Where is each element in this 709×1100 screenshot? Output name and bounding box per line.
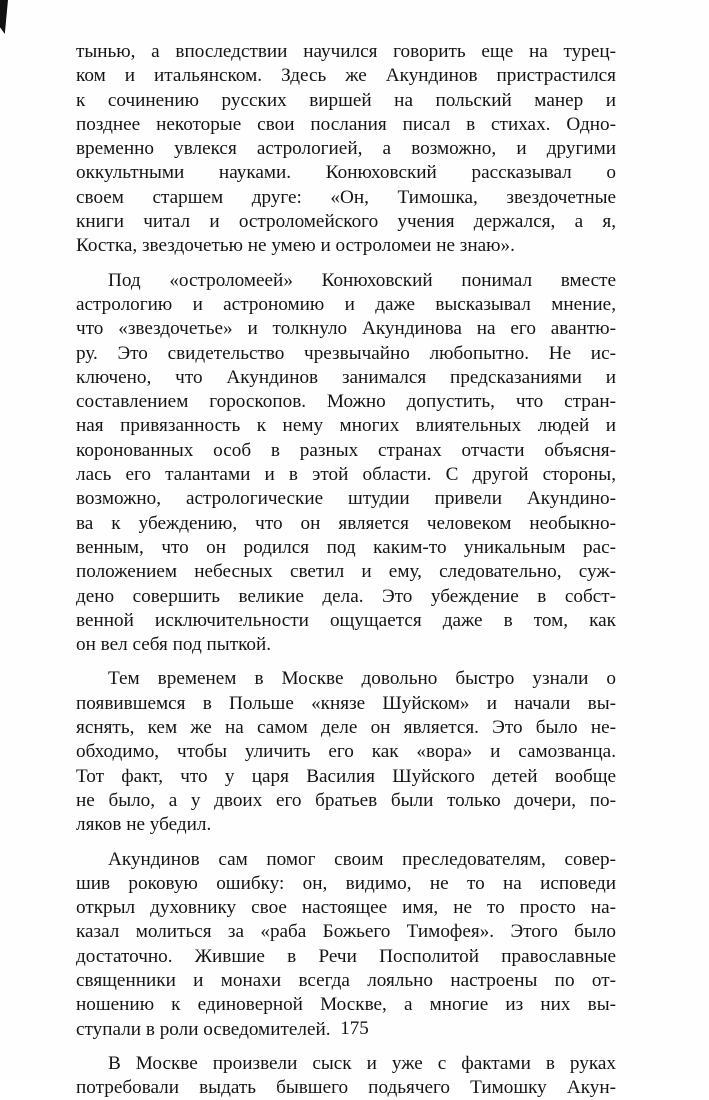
text-line: книги читал и остроломейского учения держался, а я, bbox=[76, 211, 616, 233]
text-line: что «звездочетье» и толкнуло Акундинова на его авантю- bbox=[76, 318, 616, 340]
text-line: казал молиться за «раба Божьего Тимофея». Этого было bbox=[76, 921, 616, 943]
text-line: составлением гороскопов. Можно допустить, что стран- bbox=[76, 391, 616, 413]
text-line: дено совершить великие дела. Это убеждение в собст- bbox=[76, 585, 616, 607]
text-line: ляков не убедил. bbox=[76, 814, 212, 836]
text-line: Костка, звездочетью не умею и остроломеи не знаю». bbox=[76, 235, 515, 257]
text-line: положением небесных светил и ему, следовательно, суж- bbox=[76, 561, 616, 583]
text-line: ключено, что Акундинов занимался предсказаниями и bbox=[76, 366, 616, 388]
text-line: ком и итальянском. Здесь же Акундинов пристрастился bbox=[76, 65, 616, 87]
text-line: возможно, астрологические штудии привели Акундино- bbox=[76, 488, 616, 510]
text-line: коронованных особ в разных странах отчасти объясня- bbox=[76, 439, 616, 461]
text-line: ная привязанность к нему многих влиятельных людей и bbox=[76, 415, 616, 437]
paragraph bbox=[76, 40, 616, 259]
paragraph bbox=[76, 848, 616, 1042]
text-line: Тем временем в Москве довольно быстро узнали о bbox=[108, 668, 616, 690]
text-line: к сочинению русских виршей на польский манер и bbox=[76, 89, 616, 111]
text-line: потребовали выдать бывшего подьячего Тимошку Акун- bbox=[76, 1077, 616, 1099]
scan-edge-mark bbox=[0, 0, 8, 34]
text-line: временно увлекся астрологией, а возможно, и другими bbox=[76, 138, 616, 160]
paragraph-spacing bbox=[76, 1042, 616, 1052]
text-line: Тот факт, что у царя Василия Шуйского детей вообще bbox=[76, 765, 616, 787]
text-line: ва к убеждению, что он является человеком необыкно- bbox=[76, 512, 616, 534]
text-line: астрологию и астрономию и даже высказывал мнение, bbox=[76, 293, 616, 315]
text-line: лась его талантами и в этой области. С другой стороны, bbox=[76, 464, 616, 486]
paragraph bbox=[76, 1052, 616, 1100]
text-line: тынью, а впоследствии научился говорить еще на турец- bbox=[76, 41, 616, 62]
text-line: появившемся в Польше «князе Шуйском» и начали вы- bbox=[76, 692, 616, 714]
text-line: шив роковую ошибку: он, видимо, не то на исповеди bbox=[76, 872, 616, 894]
paragraph-spacing bbox=[76, 838, 616, 848]
page-text bbox=[76, 40, 616, 1100]
paragraph-spacing bbox=[76, 259, 616, 269]
text-line: своем старшем друге: «Он, Тимошка, звездочетные bbox=[76, 186, 616, 208]
page-number: 175 bbox=[340, 1018, 369, 1039]
text-line: венной исключительности ощущается даже в том, как bbox=[76, 609, 616, 631]
text-line: Под «остроломеей» Конюховский понимал вместе bbox=[108, 269, 616, 291]
text-line: позднее некоторые свои послания писал в стихах. Одно- bbox=[76, 113, 616, 135]
text-line: венным, что он родился под каким-то уникальным рас- bbox=[76, 536, 616, 558]
text-line: не было, а у двоих его братьев были только дочери, по- bbox=[76, 789, 616, 811]
text-line: священники и монахи всегда лояльно настроены по от- bbox=[76, 969, 616, 991]
text-line: достаточно. Жившие в Речи Посполитой православные bbox=[76, 945, 616, 967]
text-line: оккультными науками. Конюховский рассказывал о bbox=[76, 162, 616, 184]
paragraph bbox=[76, 667, 616, 837]
paragraph-spacing bbox=[76, 657, 616, 667]
text-line: В Москве произвели сыск и уже с фактами в руках bbox=[108, 1052, 616, 1074]
text-line: Акундинов сам помог своим преследователям, совер- bbox=[108, 848, 616, 870]
text-line: яснять, кем же на самом деле он является. Это было не- bbox=[76, 717, 616, 739]
text-line: обходимо, чтобы уличить его как «вора» и самозванца. bbox=[76, 741, 616, 763]
paragraph bbox=[76, 269, 616, 658]
text-line: ру. Это свидетельство чрезвычайно любопытно. Не ис- bbox=[76, 342, 616, 364]
text-line: он вел себя под пыткой. bbox=[76, 634, 272, 656]
text-line: ступали в роли осведомителей. bbox=[76, 1018, 331, 1040]
text-line: ношению к единоверной Москве, а многие из них вы- bbox=[76, 994, 616, 1016]
text-line: открыл духовнику свое настоящее имя, не то просто на- bbox=[76, 897, 616, 919]
